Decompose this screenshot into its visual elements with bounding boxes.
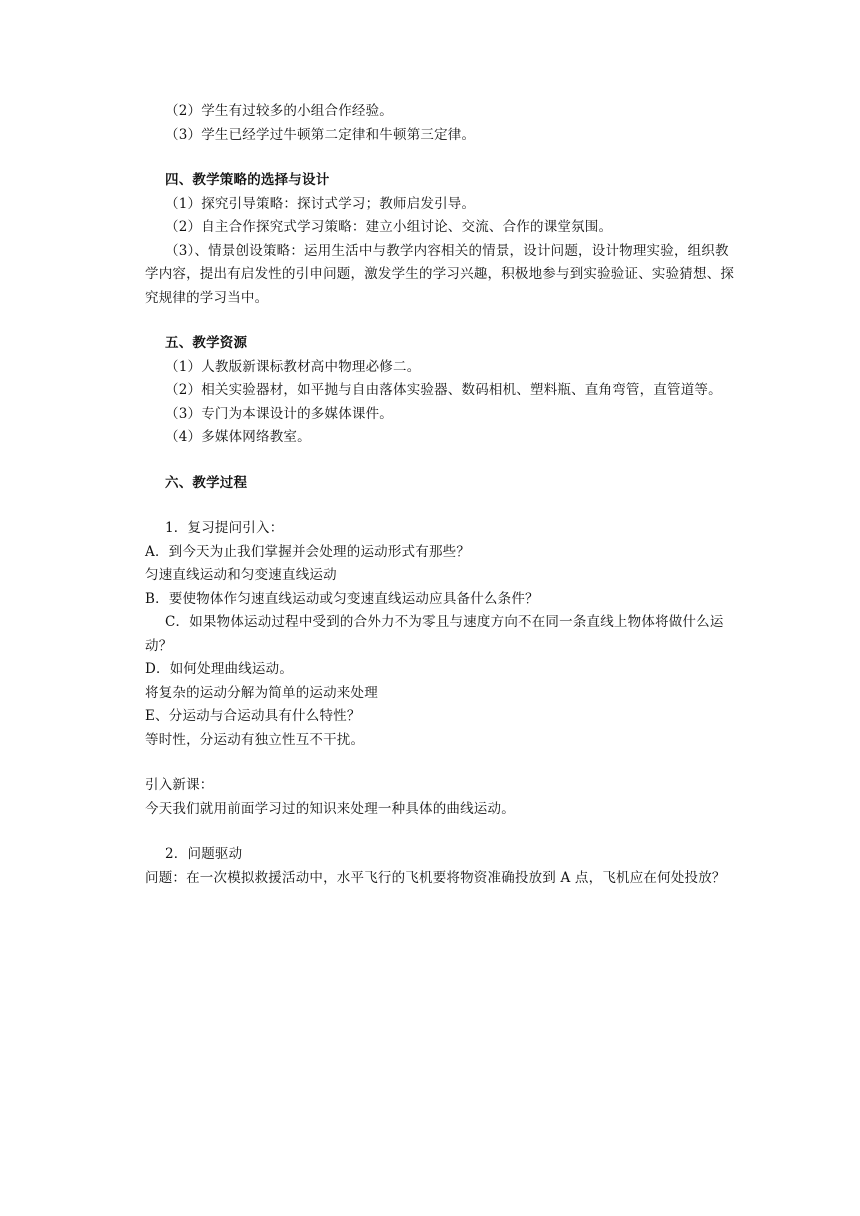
section4-item-2: （2）自主合作探究式学习策略：建立小组讨论、交流、合作的课堂氛围。 — [165, 219, 613, 235]
problem-text: 问题：在一次模拟救援活动中，水平飞行的飞机要将物资准确投放到 A 点，飞机应在何处投放？ — [145, 869, 726, 886]
section3-item-3: （3）学生已经学过牛顿第二定律和牛顿第三定律。 — [165, 126, 476, 143]
intro-label: 引入新课： — [145, 777, 214, 793]
section3-item-2: （2）学生有过较多的小组合作经验。 — [165, 103, 393, 119]
qa-answer-e: 等时性，分运动有独立性互不干扰。 — [145, 731, 365, 748]
qa-line-c: C．如果物体运动过程中受到的合外力不为零且与速度方向不在同一条直线上物体将做什么运动？ — [145, 614, 724, 654]
spacer — [145, 310, 735, 332]
spacer — [145, 147, 735, 169]
spacer — [145, 752, 735, 774]
part1-title: 1．复习提问引入： — [165, 520, 284, 536]
document-body — [145, 100, 735, 890]
qa-answer-a: 匀速直线运动和匀变速直线运动 — [145, 567, 337, 583]
section5-item-3: （3）专门为本课设计的多媒体课件。 — [165, 405, 393, 422]
qa-line-e: E、分运动与合运动具有什么特性？ — [145, 708, 361, 724]
section4-item-1: （1）探究引导策略：探讨式学习；教师启发引导。 — [165, 195, 476, 212]
section5-heading: 五、教学资源 — [165, 335, 248, 351]
qa-line-b: B．要使物体作匀速直线运动或匀变速直线运动应具备什么条件？ — [145, 590, 539, 607]
qa-line-d: D．如何处理曲线运动。 — [145, 661, 294, 677]
section5-item-2: （2）相关实验器材，如平抛与自由落体实验器、数码相机、塑料瓶、直角弯管，直管道等。 — [165, 382, 722, 398]
section5-item-4: （4）多媒体网络教室。 — [165, 429, 311, 445]
spacer — [145, 450, 735, 472]
section4-heading: 四、教学策略的选择与设计 — [165, 172, 330, 188]
spacer — [145, 495, 735, 517]
section6-heading: 六、教学过程 — [165, 474, 248, 491]
spacer — [145, 821, 735, 843]
part2-title: 2．问题驱动 — [165, 846, 243, 862]
section4-item-3: （3）、情景创设策略：运用生活中与教学内容相关的情景，设计问题，设计物理实验，组织教学内容，提出有启发性的引申问题，激发学生的学习兴趣，积极地参与到实验验证、实验猜想、探究规律的学习当中。 — [145, 242, 735, 306]
qa-answer-d: 将复杂的运动分解为简单的运动来处理 — [145, 684, 378, 701]
section5-item-1: （1）人教版新课标教材高中物理必修二。 — [165, 358, 421, 375]
intro-text: 今天我们就用前面学习过的知识来处理一种具体的曲线运动。 — [145, 800, 515, 817]
qa-line-a: A．到今天为止我们掌握并会处理的运动形式有那些？ — [145, 543, 471, 560]
